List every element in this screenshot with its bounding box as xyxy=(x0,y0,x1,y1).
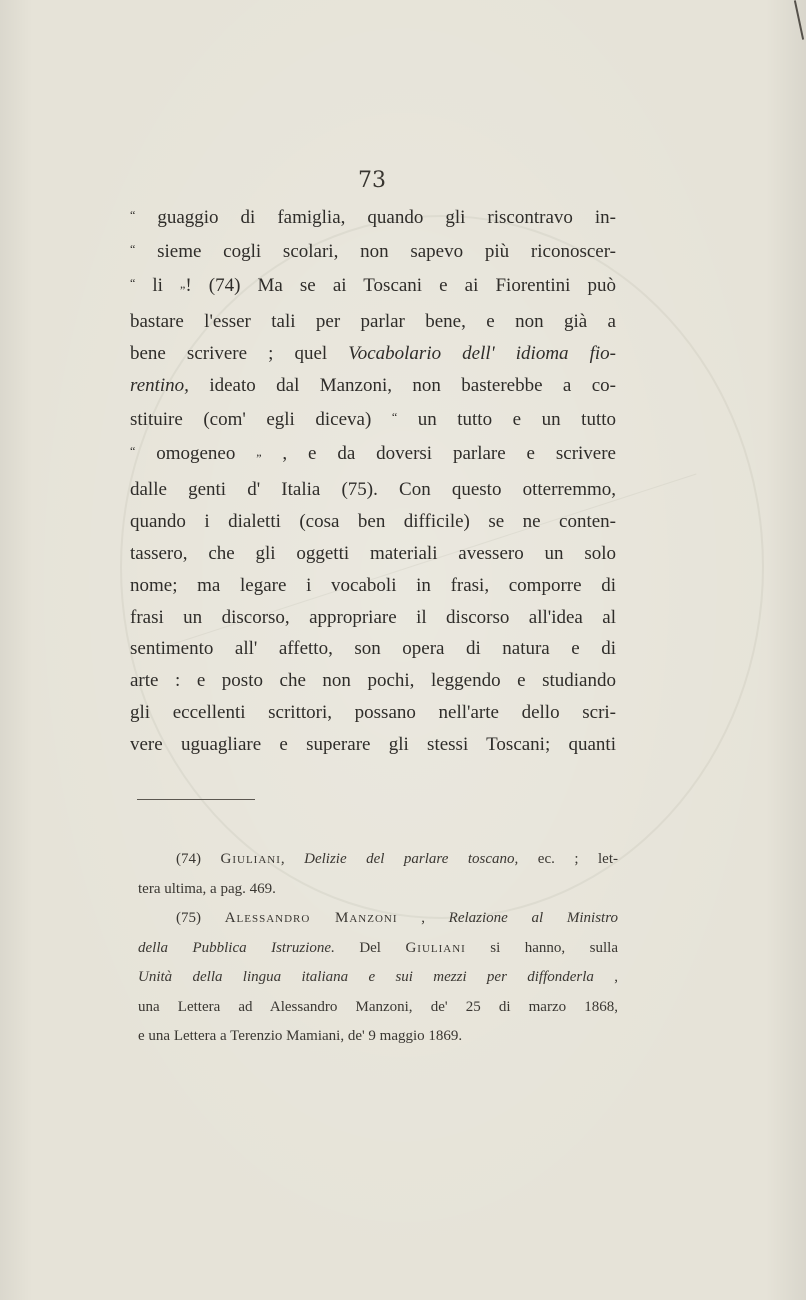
text-line: sentimento all' affetto, son opera di natura e di xyxy=(130,638,616,660)
footnote-75-cont: una Lettera ad Alessandro Manzoni, de' 25 di marzo 1868, xyxy=(138,998,618,1015)
text-line: gli eccellenti scrittori, possano nell'arte dello scri- xyxy=(130,701,616,723)
text-line: rentino, ideato dal Manzoni, non basterebbe a co- xyxy=(130,374,616,396)
text-line: “ sieme cogli scolari, non sapevo più riconoscer- xyxy=(130,240,616,262)
footnote-separator xyxy=(137,799,255,800)
text-line: stituire (com' egli diceva) “ un tutto e un tutto xyxy=(130,408,616,430)
footnote-74: (74) Giuliani, Delizie del parlare toscano, ec. ; let- xyxy=(176,851,619,867)
text-line: bastare l'esser tali per parlar bene, e non già a xyxy=(130,311,616,333)
text-line: “ guaggio di famiglia, quando gli riscontravo in- xyxy=(130,207,616,228)
text-line: tassero, che gli oggetti materiali avessero un solo xyxy=(130,542,616,564)
text-line: arte : e posto che non pochi, leggendo e studiando xyxy=(130,670,616,692)
text-line: quando i dialetti (cosa ben difficile) se ne conten- xyxy=(130,511,616,533)
page-edge-mark xyxy=(794,0,804,40)
main-text xyxy=(130,200,616,761)
text-line: dalle genti d' Italia (75). Con questo otterremmo, xyxy=(130,479,616,501)
text-line: “ li ”! (74) Ma se ai Toscani e ai Fiorentini può xyxy=(130,274,616,297)
text-line: vere uguagliare e superare gli stessi Toscani; quanti xyxy=(130,733,616,755)
footnote-75-cont: Unità della lingua italiana e sui mezzi per diffonderla , xyxy=(138,969,618,985)
footnote-74-cont: tera ultima, a pag. 469. xyxy=(138,880,276,897)
text-line: “ omogeneo ” , e da doversi parlare e scrivere xyxy=(130,442,616,465)
footnote-75: (75) Alessandro Manzoni , Relazione al Ministro xyxy=(176,910,619,926)
text-line: bene scrivere ; quel Vocabolario dell' idioma fio- xyxy=(130,343,616,365)
page-number: 73 xyxy=(358,168,386,193)
footnote-75-cont: della Pubblica Istruzione. Del Giuliani si hanno, sulla xyxy=(138,939,618,956)
footnote-75-cont: e una Lettera a Terenzio Mamiani, de' 9 maggio 1869. xyxy=(138,1028,463,1044)
text-line: frasi un discorso, appropriare il discorso all'idea al xyxy=(130,606,616,628)
footnotes xyxy=(138,845,618,1052)
text-line: nome; ma legare i vocaboli in frasi, comporre di xyxy=(130,574,616,596)
